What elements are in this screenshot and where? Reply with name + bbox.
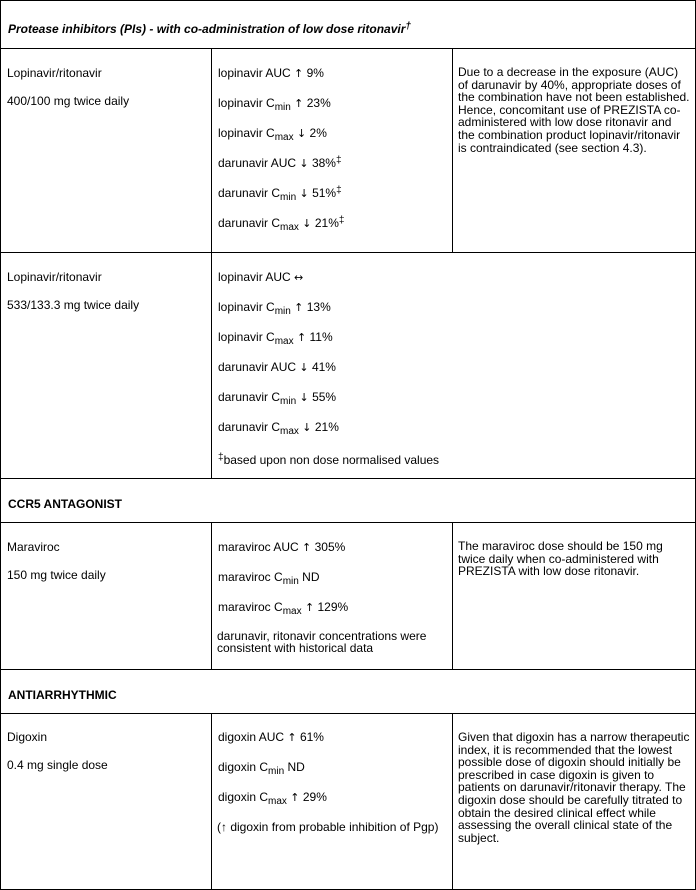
effect-line — [218, 570, 319, 589]
change-value: 21% — [314, 420, 339, 434]
parameter-subscript: max — [280, 222, 299, 233]
effect-line — [218, 186, 342, 205]
effect-parameter: lopinavir AUC — [218, 66, 291, 80]
effect-parameter: lopinavir C — [218, 126, 275, 140]
change-value: 21% — [314, 216, 339, 230]
drug-name: Maraviroc — [7, 540, 60, 554]
change-arrow: ↓ — [302, 421, 312, 434]
table-row-maraviroc — [1, 523, 695, 670]
recommendation-cell — [453, 49, 695, 252]
recommendation-text: Due to a decrease in the exposure (AUC) of darunavir by 40%, appropriate doses of the combination have not been established. Hence, concomitant use of PREZISTA co-administered with low dose ritonavir and the combination product lopinavir/ritonavir is contraindicated (see section 4.3). — [458, 65, 690, 155]
recommendation-cell — [453, 523, 695, 669]
parameter-subscript: min — [280, 396, 297, 407]
effect-line — [218, 300, 331, 319]
change-arrow: ↑ — [296, 331, 307, 344]
effect-suffix: ND — [284, 760, 305, 774]
drug-cell — [1, 49, 212, 252]
effect-line — [218, 216, 344, 235]
effect-parameter: darunavir C — [218, 186, 281, 200]
table-row-digoxin — [1, 714, 695, 889]
change-arrow: ↑ — [287, 731, 297, 744]
change-arrow: ↓ — [299, 361, 309, 374]
change-value: 61% — [299, 730, 324, 744]
change-value: 2% — [309, 126, 327, 140]
parameter-subscript: min — [268, 766, 285, 777]
change-arrow: ↑ — [290, 791, 300, 804]
effect-parameter: darunavir C — [218, 420, 281, 434]
section-header-protease-inhibitors — [1, 1, 695, 49]
effect-line — [218, 760, 305, 779]
table-row-lopinavir-400 — [1, 49, 695, 253]
effect-parameter: maraviroc C — [218, 570, 283, 584]
effect-parameter: digoxin C — [218, 790, 269, 804]
change-value: 23% — [306, 96, 331, 110]
change-arrow: ↓ — [296, 127, 307, 140]
change-arrow: ↑ — [294, 301, 304, 314]
parameter-subscript: max — [274, 336, 294, 347]
change-arrow: ↓ — [299, 391, 309, 404]
dagger-mark: † — [405, 21, 411, 32]
effect-line — [218, 66, 324, 81]
parameter-subscript: min — [274, 306, 291, 317]
double-dagger-mark: ‡ — [218, 452, 224, 463]
effect-parameter: darunavir C — [218, 390, 281, 404]
effect-cell — [212, 49, 453, 252]
effect-note: (↑ digoxin from probable inhibition of Pgp) — [217, 820, 439, 834]
change-arrow: ↑ — [302, 541, 312, 554]
effect-parameter: darunavir C — [218, 216, 281, 230]
footnote-mark: ‡ — [336, 185, 342, 196]
effect-parameter: lopinavir C — [218, 96, 275, 110]
recommendation-text: The maraviroc dose should be 150 mg twice daily when co-administered with PREZISTA with low dose ritonavir. — [458, 539, 663, 579]
drug-cell — [1, 523, 212, 669]
change-value: 38% — [311, 156, 336, 170]
effect-cell — [212, 523, 453, 669]
effect-line — [218, 96, 331, 115]
change-arrow: ↑ — [294, 97, 304, 110]
drug-dose: 0.4 mg single dose — [7, 758, 108, 772]
effect-line — [218, 600, 348, 619]
effect-line — [218, 730, 324, 745]
parameter-subscript: max — [282, 606, 302, 617]
change-value: 29% — [302, 790, 327, 804]
change-arrow: ↓ — [299, 157, 309, 170]
effect-suffix: ND — [298, 570, 320, 584]
effect-parameter: digoxin C — [218, 760, 269, 774]
effect-line — [218, 270, 303, 285]
parameter-subscript: min — [274, 102, 291, 113]
change-value: 41% — [311, 360, 336, 374]
effect-parameter: lopinavir AUC — [218, 270, 291, 284]
effect-line — [218, 330, 333, 349]
section-title: ANTIARRHYTHMIC — [8, 688, 117, 702]
parameter-subscript: max — [280, 426, 299, 437]
effect-line — [218, 360, 336, 375]
change-value: 51% — [312, 186, 337, 200]
section-header-antiarrhythmic — [1, 670, 695, 714]
drug-dose: 150 mg twice daily — [7, 568, 106, 582]
parameter-subscript: min — [280, 192, 297, 203]
change-arrow: ↔ — [294, 271, 304, 284]
drug-name: Digoxin — [7, 730, 48, 744]
effect-line — [218, 540, 345, 555]
effect-line — [218, 126, 327, 145]
effect-parameter: lopinavir C — [218, 330, 275, 344]
effect-parameter: maraviroc C — [218, 600, 283, 614]
effect-line — [218, 156, 342, 171]
section-header-ccr5-antagonist — [1, 479, 695, 523]
effect-parameter: darunavir AUC — [218, 156, 297, 170]
recommendation-cell — [453, 714, 695, 889]
effect-parameter: maraviroc AUC — [218, 540, 299, 554]
change-arrow: ↓ — [299, 187, 309, 200]
change-value: 305% — [314, 540, 346, 554]
footnote-mark: ‡ — [335, 155, 342, 166]
recommendation-text: Given that digoxin has a narrow therapeutic index, it is recommended that the lowest possible dose of digoxin should initially be prescribed in case digoxin is given to patients on darunavir/ritonavir therapy. The digoxin dose should be carefully titrated to obtain the desired clinical effect while assessing the overall clinical state of the subject. — [458, 730, 690, 845]
change-value: 55% — [312, 390, 337, 404]
change-arrow: ↓ — [302, 217, 312, 230]
effect-parameter: darunavir AUC — [218, 360, 297, 374]
change-value: 11% — [309, 330, 333, 344]
drug-name: Lopinavir/ritonavir — [7, 66, 102, 80]
footnote: ‡based upon non dose normalised values — [218, 452, 440, 467]
drug-name: Lopinavir/ritonavir — [7, 270, 102, 284]
parameter-subscript: max — [274, 132, 294, 143]
parameter-subscript: max — [268, 796, 287, 807]
change-arrow: ↑ — [294, 67, 304, 80]
effect-line — [218, 390, 336, 409]
footnote-mark: ‡ — [338, 215, 345, 226]
effect-cell — [212, 714, 453, 889]
effect-line — [218, 420, 339, 439]
drug-dose: 533/133.3 mg twice daily — [7, 298, 140, 312]
effect-note: darunavir, ritonavir concentrations were consistent with historical data — [217, 629, 427, 656]
effect-cell — [212, 253, 695, 478]
change-value: 9% — [306, 66, 324, 80]
drug-dose: 400/100 mg twice daily — [7, 94, 130, 108]
change-arrow: ↑ — [304, 601, 315, 614]
parameter-subscript: min — [282, 576, 299, 587]
change-value: 129% — [317, 600, 349, 614]
table-row-lopinavir-533 — [1, 253, 695, 479]
effect-parameter: digoxin AUC — [218, 730, 285, 744]
effect-line — [218, 790, 327, 809]
change-value: 13% — [306, 300, 331, 314]
section-title: CCR5 ANTAGONIST — [8, 497, 122, 511]
section-title: Protease inhibitors (PIs) - with co-administration of low dose ritonavir† — [8, 21, 411, 36]
drug-cell — [1, 253, 212, 478]
drug-cell — [1, 714, 212, 889]
effect-parameter: lopinavir C — [218, 300, 275, 314]
